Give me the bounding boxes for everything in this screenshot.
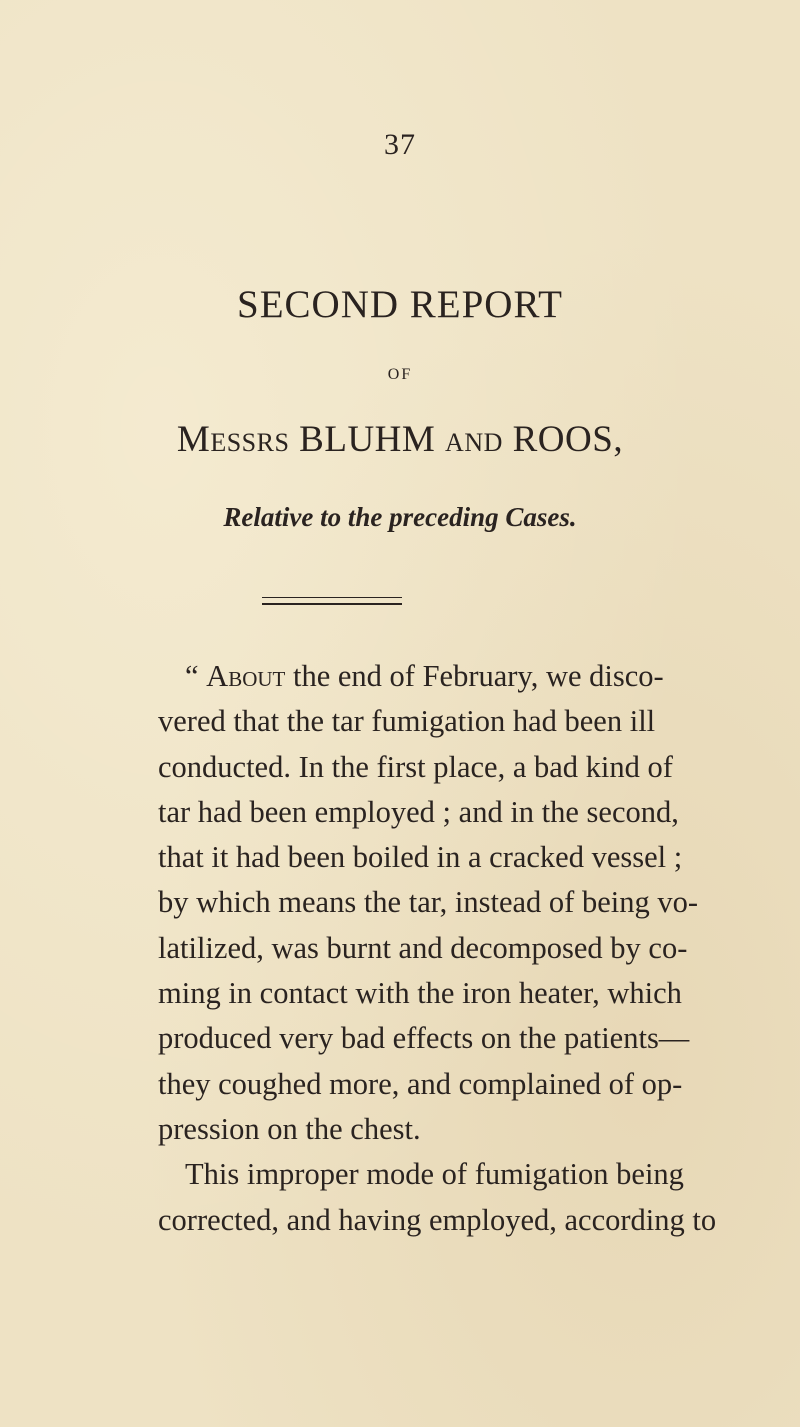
- separator-rule-bottom: [262, 603, 402, 605]
- body-line-4: tar had been employed ; and in the second,: [158, 794, 679, 829]
- page-number: 37: [384, 128, 416, 161]
- opening-quote: “: [185, 659, 199, 693]
- body-line-9: produced very bad effects on the patients—: [158, 1021, 690, 1056]
- report-subtitle: Relative to the preceding Cases.: [223, 502, 577, 532]
- authors-line: Messrs BLUHM and ROOS,: [176, 419, 624, 460]
- body-line-1-text: the end of February, we disco-: [293, 659, 664, 693]
- body-line-12: This improper mode of fumigation being: [185, 1157, 684, 1192]
- body-line-13: corrected, and having employed, according to: [158, 1202, 717, 1237]
- body-line-1: [158, 654, 664, 699]
- body-line-5: that it had been boiled in a cracked vessel ;: [158, 840, 683, 875]
- body-line-8: ming in contact with the iron heater, which: [158, 976, 682, 1011]
- body-line-7: latilized, was burnt and decomposed by co-: [158, 930, 688, 965]
- body-line-10: they coughed more, and complained of op-: [158, 1066, 683, 1101]
- report-body: [158, 654, 717, 1243]
- body-line-2: vered that the tar fumigation had been ill: [158, 704, 656, 739]
- report-title: SECOND REPORT: [237, 283, 563, 326]
- body-line-11: pression on the chest.: [158, 1111, 421, 1146]
- first-word: About: [206, 659, 286, 693]
- body-line-3: conducted. In the first place, a bad kind of: [158, 749, 673, 784]
- title-connector: OF: [387, 366, 413, 383]
- body-line-6: by which means the tar, instead of being vo-: [158, 885, 699, 920]
- separator-rule-top: [262, 597, 402, 598]
